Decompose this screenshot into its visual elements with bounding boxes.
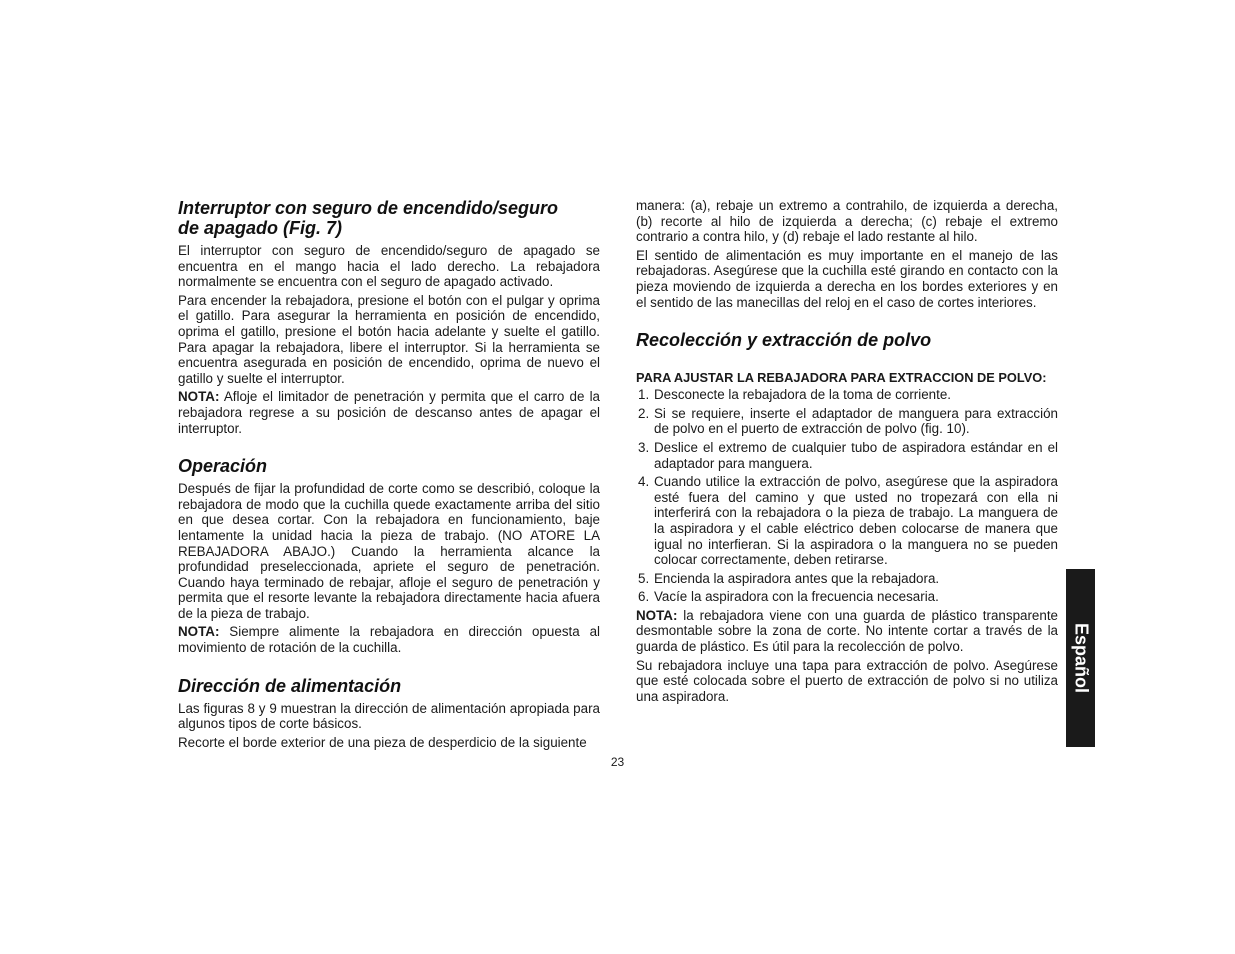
steps-list [636,387,1058,605]
list-item [636,440,1058,471]
paragraph: Después de fijar la profundidad de corte como se describió, coloque la rebajadora de modo que la cuchilla quede exactamente arriba del sitio en que desea cortar. Con la rebajadora en funcionamiento, baje lentamente la unidad hacia la pieza de trabajo. (NO ATORE LA REBAJADORA ABAJO.) Cuando la herramienta alcance la profundidad preseleccionada, apriete el seguro de penetración. Cuando haya terminado de rebajar, afloje el seguro de penetración y permita que el resorte levante la rebajadora directamente hacia afuera de la pieza de trabajo. [178,481,600,621]
heading-operacion: Operación [178,456,268,477]
step-number: 6. [638,589,650,605]
note-text: Afloje el limitador de penetración y permita que el carro de la rebajadora regrese a su posición de descanso antes de apagar el interruptor. [178,389,600,436]
paragraph: Para encender la rebajadora, presione el botón con el pulgar y oprima el gatillo. Para asegurar la herramienta en posición de encendido, oprima el gatillo, presione el botón hacia adelante y suelte el gatillo. Para apagar la rebajadora, libere el interruptor. Si la herramienta se encuentra asegurada en posición de encendido, oprima de nuevo el gatillo y suelte el interruptor. [178,292,600,386]
note-label: NOTA: [178,389,220,405]
step-number: 4. [638,474,650,490]
note-paragraph [178,389,600,436]
step-text: Desconecte la rebajadora de la toma de corriente. [654,387,952,403]
heading-interruptor: Interruptor con seguro de encendido/seguro de apagado (Fig. 7) [178,198,559,238]
left-column [178,198,600,753]
language-tab-label: Español [1071,622,1091,694]
list-item [636,589,1058,605]
note-text: Siempre alimente la rebajadora en dirección opuesta al movimiento de rotación de la cuchilla. [178,624,600,656]
step-text: Vacíe la aspiradora con la frecuencia necesaria. [654,589,939,605]
note-text: la rebajadora viene con una guarda de plástico transparente desmontable sobre la zona de corte. No intente cortar a través de la guarda de plástico. Es útil para la recolección de polvo. [636,607,1058,655]
paragraph: manera: (a), rebaje un extremo a contrahilo, de izquierda a derecha, (b) recorte al hilo de izquierda a derecha; (c) rebaje el extremo contrario a contra hilo, y (d) rebaje el lado restante al hilo. [636,198,1058,245]
language-tab [1066,569,1095,747]
list-item [636,474,1058,568]
right-column [636,198,1058,707]
page-number: 23 [610,755,625,769]
list-item [636,406,1058,437]
paragraph: Recorte el borde exterior de una pieza de desperdicio de la siguiente [178,734,587,750]
step-text: Cuando utilice la extracción de polvo, asegúrese que la aspiradora esté fuera del camino y que usted no tropezará con ella ni interferirá con la rebajadora o la pieza de trabajo. La manguera de la aspiradora y el cable eléctrico deben colocarse de manera que igual no interfieran. Si la aspiradora o la manguera no se pueden colocar correctamente, deben retirarse. [654,474,1058,568]
list-item [636,571,1058,587]
note-label: NOTA: [178,624,220,640]
note-paragraph [636,608,1058,655]
paragraph: Su rebajadora incluye una tapa para extracción de polvo. Asegúrese que esté colocada sobre el puerto de extracción de polvo si no utiliza una aspiradora. [636,657,1058,704]
step-number: 3. [638,439,650,455]
step-text: Si se requiere, inserte el adaptador de manguera para extracción de polvo en el puerto de extracción de polvo (fig. 10). [654,405,1058,437]
heading-recoleccion: Recolección y extracción de polvo [636,330,932,351]
paragraph: El interruptor con seguro de encendido/seguro de apagado se encuentra en el mango hacia el lado derecho. La rebajadora normalmente se encuentra con el seguro de apagado activado. [178,243,600,290]
list-item [636,387,1058,403]
step-number: 1. [638,387,650,403]
subheading-ajustar: PARA AJUSTAR LA REBAJADORA PARA EXTRACCION DE POLVO: [636,370,1047,386]
step-number: 2. [638,405,650,421]
step-text: Deslice el extremo de cualquier tubo de aspiradora estándar en el adaptador para manguera. [654,439,1058,471]
paragraph: El sentido de alimentación es muy importante en el manejo de las rebajadoras. Asegúrese que la cuchilla esté girando en contacto con la pieza moviendo de izquierda a derecha en los bordes exteriores y en el sentido de las manecillas del reloj en el caso de cortes interiores. [636,247,1058,310]
step-text: Encienda la aspiradora antes que la rebajadora. [654,570,940,586]
note-label: NOTA: [636,607,678,623]
paragraph: Las figuras 8 y 9 muestran la dirección de alimentación apropiada para algunos tipos de corte básicos. [178,700,600,732]
step-number: 5. [638,570,650,586]
note-paragraph [178,624,600,655]
heading-direccion: Dirección de alimentación [178,675,402,696]
